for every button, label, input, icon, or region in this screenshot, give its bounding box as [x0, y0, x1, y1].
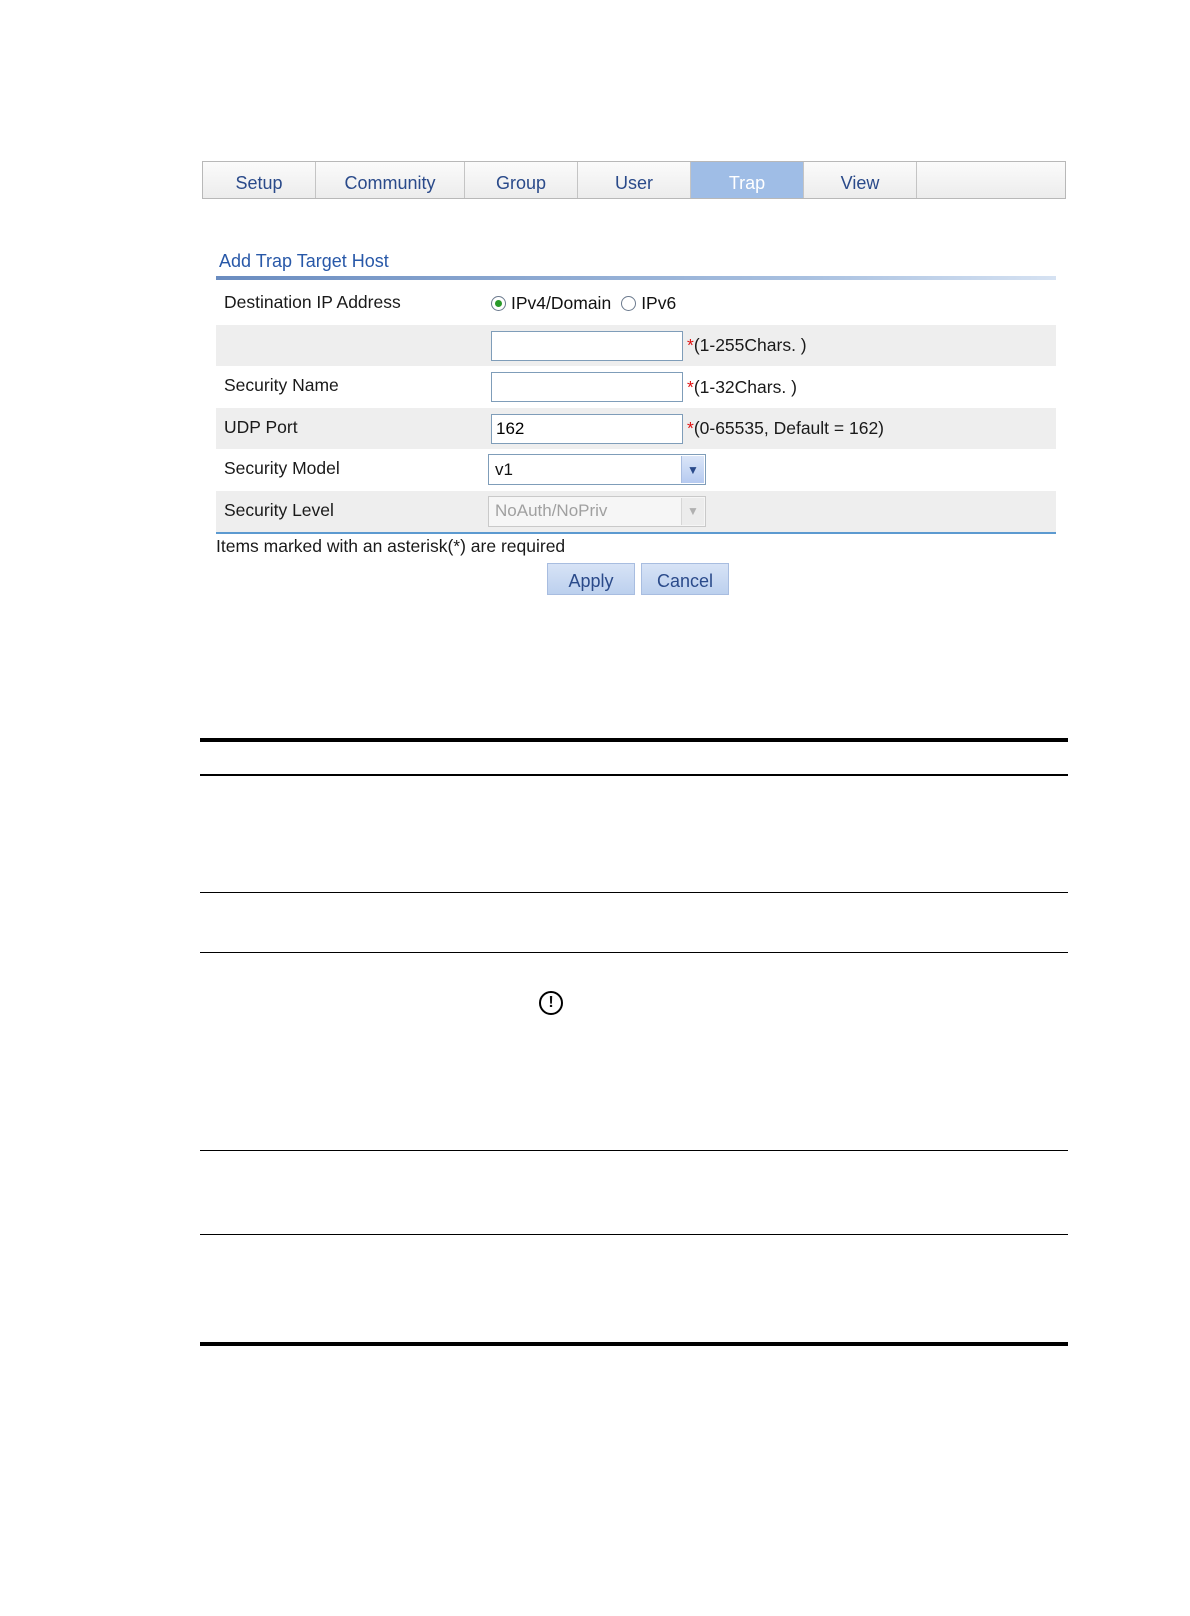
table-header-rule: [200, 774, 1068, 776]
chevron-down-icon[interactable]: ▼: [681, 456, 704, 483]
required-asterisk: *: [687, 335, 694, 355]
required-asterisk: *: [687, 376, 694, 397]
table-row-divider: [200, 1150, 1068, 1151]
udp-port-hint: [687, 418, 884, 439]
form-bottom-rule: [216, 532, 1056, 534]
security-level-label: Security Level: [224, 499, 334, 520]
ipv6-radio[interactable]: [621, 296, 636, 311]
ipv4-radio[interactable]: [491, 296, 506, 311]
section-title-rule: [216, 276, 1056, 280]
table-row-divider: [200, 892, 1068, 893]
tab-setup[interactable]: Setup: [203, 162, 316, 198]
security-model-value: v1: [495, 459, 513, 479]
security-name-hint: [687, 377, 797, 398]
security-name-label: Security Name: [224, 375, 339, 395]
udp-port-hint-text: (0-65535, Default = 162): [693, 418, 885, 438]
table-top-rule: [200, 738, 1068, 742]
security-level-select: [488, 496, 706, 527]
apply-button[interactable]: Apply: [547, 563, 635, 595]
ip-version-radio-group: [491, 293, 686, 314]
cancel-button[interactable]: Cancel: [641, 563, 729, 595]
exclamation-circle-icon: !: [539, 991, 563, 1015]
tab-view[interactable]: View: [804, 162, 917, 198]
table-bottom-rule: [200, 1342, 1068, 1346]
security-name-input[interactable]: [491, 372, 683, 402]
destination-ip-label: Destination IP Address: [224, 292, 401, 312]
security-model-label: Security Model: [224, 458, 340, 478]
security-level-row: [216, 491, 1056, 533]
security-model-row: [216, 449, 1056, 491]
tab-trap[interactable]: Trap: [691, 162, 804, 198]
destination-ip-row: [216, 283, 1056, 325]
security-name-row: [216, 366, 1056, 408]
security-level-value: NoAuth/NoPriv: [495, 501, 608, 520]
security-name-hint-text: (1-32Chars. ): [693, 376, 797, 397]
udp-port-input[interactable]: [491, 414, 683, 444]
tab-community[interactable]: Community: [316, 162, 465, 198]
required-note: Items marked with an asterisk(*) are required: [216, 536, 566, 556]
table-row-divider: [200, 952, 1068, 953]
security-model-select[interactable]: [488, 454, 706, 485]
tab-bar-filler: [917, 162, 1065, 198]
destination-address-row: [216, 325, 1056, 367]
ipv4-radio-label[interactable]: IPv4/Domain: [511, 293, 612, 313]
table-row-divider: [200, 1234, 1068, 1235]
trap-target-form: [216, 283, 1056, 532]
tab-user[interactable]: User: [578, 162, 691, 198]
tab-bar: [202, 161, 1066, 199]
destination-ip-hint: [687, 335, 807, 356]
chevron-down-icon: ▼: [681, 498, 704, 525]
required-asterisk: *: [687, 418, 694, 438]
ipv6-radio-label[interactable]: IPv6: [641, 293, 677, 313]
udp-port-row: [216, 408, 1056, 450]
udp-port-label: UDP Port: [224, 416, 298, 437]
destination-ip-input[interactable]: [491, 331, 683, 361]
section-title: Add Trap Target Host: [219, 251, 389, 271]
destination-ip-hint-text: (1-255Chars. ): [693, 335, 807, 355]
tab-group[interactable]: Group: [465, 162, 578, 198]
